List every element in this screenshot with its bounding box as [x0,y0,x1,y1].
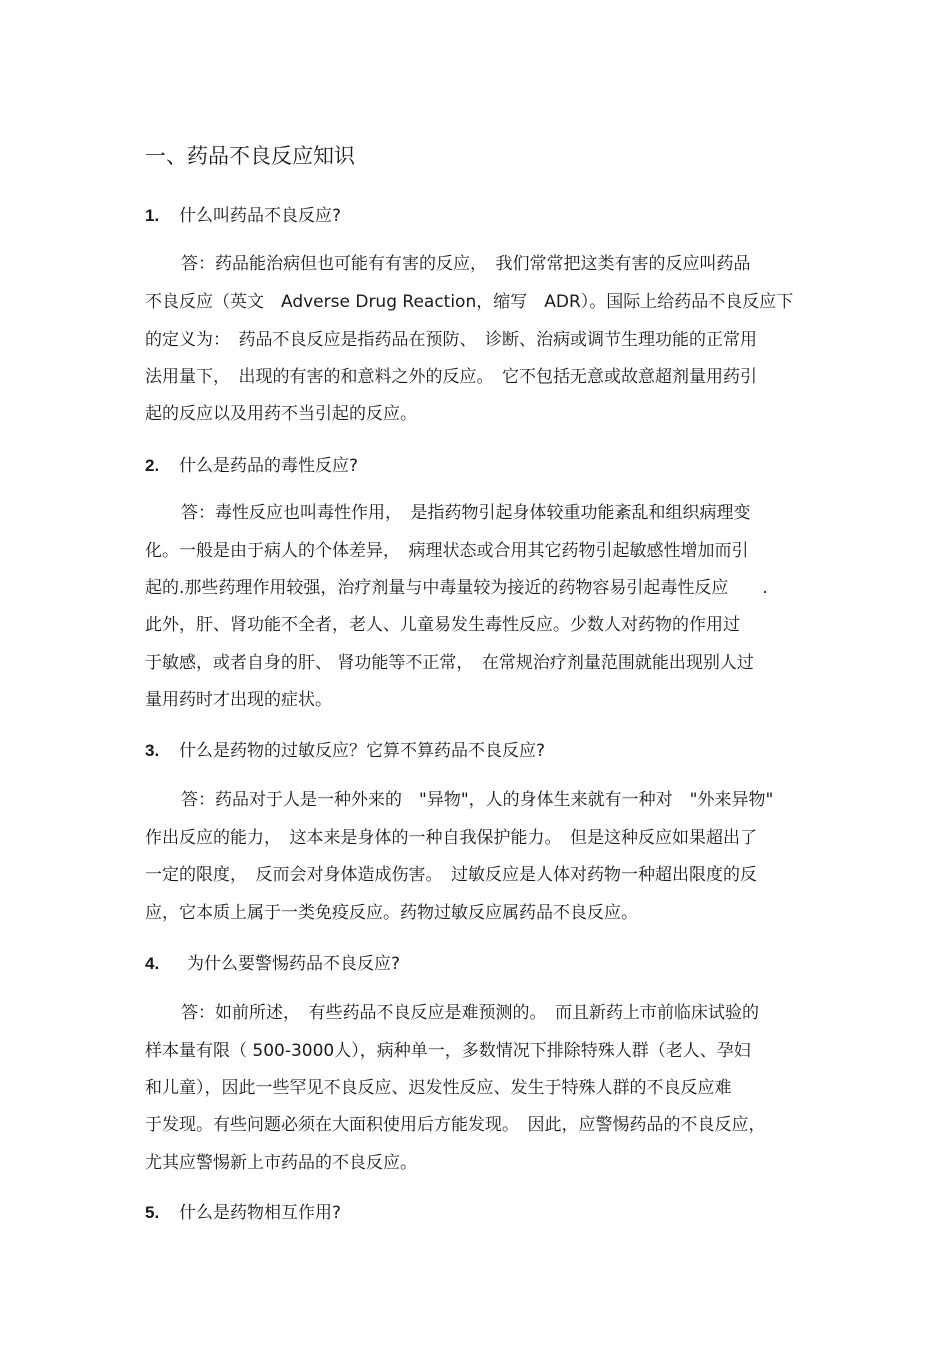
answer-line: 答：药品对于人是一种外来的 "异物"，人的身体生来就有一种对 "外来异物" [181,790,774,810]
answer-line: 答：如前所述， 有些药品不良反应是难预测的。 而且新药上市前临床试验的 [181,1003,759,1023]
answer-line: 量用药时才出现的症状。 [145,690,332,710]
question-2 [145,451,358,476]
question-3 [145,736,545,761]
answer-line: 答：药品能治病但也可能有有害的反应， 我们常常把这类有害的反应叫药品 [181,254,751,274]
answer-line: 起的.那些药理作用较强，治疗剂量与中毒量较为接近的药物容易引起毒性反应 . [145,578,768,598]
question-1 [145,201,341,226]
question-text: 什么叫药品不良反应? [179,206,342,226]
answer-line: 起的反应以及用药不当引起的反应。 [145,404,417,424]
answer-line: 尤其应警惕新上市药品的不良反应。 [145,1153,417,1173]
answer-line: 作出反应的能力， 这本来是身体的一种自我保护能力。 但是这种反应如果超出了 [145,828,757,848]
question-number: 3. [145,741,160,760]
answer-line: 和儿童），因此一些罕见不良反应、迟发性反应、发生于特殊人群的不良反应难 [145,1078,732,1098]
answer-line: 此外，肝、肾功能不全者，老人、儿童易发生毒性反应。少数人对药物的作用过 [145,615,740,635]
answer-line: 于发现。有些问题必须在大面积使用后方能发现。 因此，应警惕药品的不良反应， [145,1115,766,1135]
question-text: 什么是药物相互作用? [179,1203,342,1223]
question-number: 5. [145,1203,160,1222]
answer-line: 法用量下， 出现的有害的和意料之外的反应。 它不包括无意或故意超剂量用药引 [145,367,757,387]
question-text: 什么是药物的过敏反应？它算不算药品不良反应? [179,741,546,761]
section-heading: 一、药品不良反应知识 [145,144,355,168]
question-text: 什么是药品的毒性反应? [179,456,359,476]
question-number: 1. [145,206,160,225]
answer-line: 应，它本质上属于一类免疫反应。药物过敏反应属药品不良反应。 [145,903,638,923]
question-number: 2. [145,456,160,475]
question-text: 为什么要警惕药品不良反应? [187,954,401,974]
question-number: 4. [145,954,160,973]
question-5 [145,1198,341,1223]
question-4 [145,949,400,974]
answer-line: 不良反应（英文 Adverse Drug Reaction，缩写 ADR）。国际上给药品不良反应下 [145,292,794,312]
answer-line: 的定义为： 药品不良反应是指药品在预防、 诊断、治病或调节生理功能的正常用 [145,330,757,350]
answer-line: 答：毒性反应也叫毒性作用， 是指药物引起身体较重功能紊乱和组织病理变 [181,503,751,523]
answer-line: 样本量有限（ 500-3000人），病种单一，多数情况下排除特殊人群（老人、孕妇 [145,1041,751,1061]
answer-line: 一定的限度， 反而会对身体造成伤害。 过敏反应是人体对药物一种超出限度的反 [145,865,757,885]
answer-line: 化。一般是由于病人的个体差异， 病理状态或合用其它药物引起敏感性增加而引 [145,541,749,561]
answer-line: 于敏感，或者自身的肝、 肾功能等不正常， 在常规治疗剂量范围就能出现别人过 [145,653,754,673]
